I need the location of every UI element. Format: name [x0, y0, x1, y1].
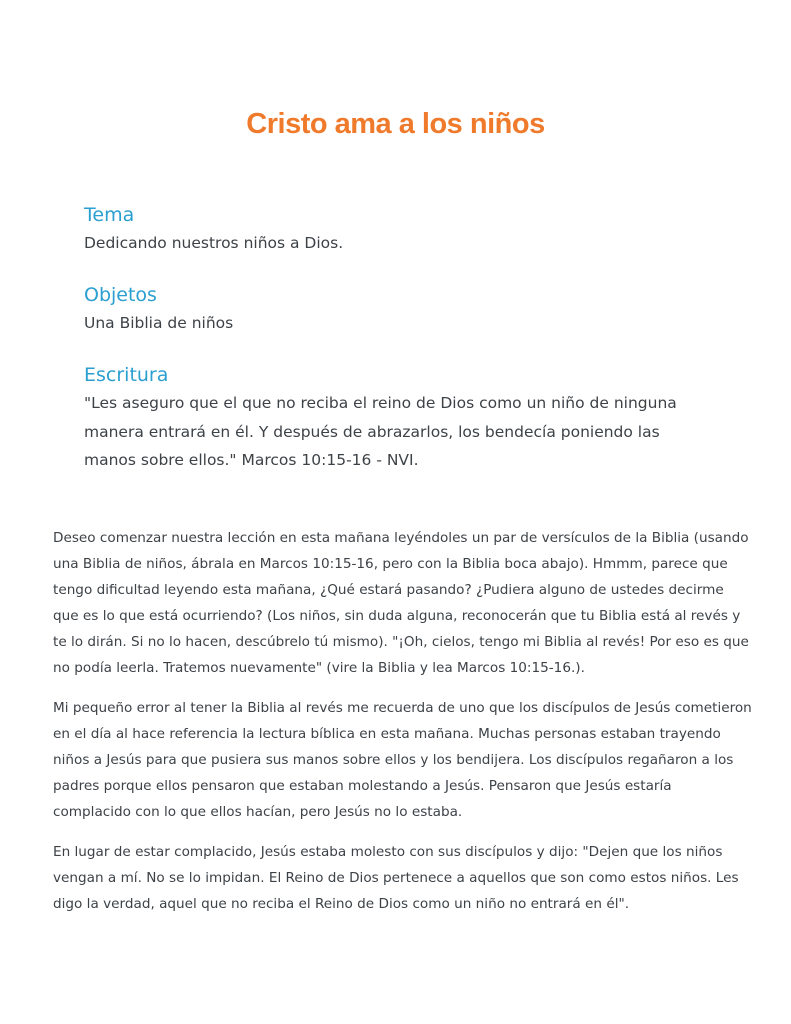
- section-objetos: [84, 281, 724, 338]
- lesson-body: [53, 525, 753, 931]
- body-paragraph-1: Deseo comenzar nuestra lección en esta mañana leyéndoles un par de versículos de la Biblia (usando una Biblia de niños, ábrala en Marcos 10:15-16, pero con la Biblia boca abajo). Hmmm, parece que tengo dificultad leyendo esta mañana, ¿Qué estará pasando? ¿Pudiera alguno de ustedes decirme que es lo que está ocurriendo? (Los niños, sin duda alguna, reconocerán que tu Biblia está al revés y te lo dirán. Si no lo hacen, descúbrelo tú mismo). "¡Oh, cielos, tengo mi Biblia al revés! Por eso es que no podía leerla. Tratemos nuevamente" (vire la Biblia y lea Marcos 10:15-16.).: [53, 530, 749, 676]
- page-title: Cristo ama a los niños: [246, 108, 545, 140]
- section-text-objetos: Una Biblia de niños: [84, 314, 234, 332]
- section-heading-escritura: Escritura: [84, 364, 169, 386]
- section-heading-objetos: Objetos: [84, 284, 157, 306]
- body-paragraph-3: En lugar de estar complacido, Jesús estaba molesto con sus discípulos y dijo: "Dejen que los niños vengan a mí. No se lo impidan. El Reino de Dios pertenece a aquellos que son como estos niños. Les digo la verdad, aquel que no reciba el Reino de Dios como un niño no entrará en él".: [53, 844, 739, 912]
- section-text-tema: Dedicando nuestros niños a Dios.: [84, 234, 344, 252]
- section-escritura: [84, 361, 724, 475]
- section-heading-tema: Tema: [84, 204, 135, 226]
- body-paragraph-2: Mi pequeño error al tener la Biblia al revés me recuerda de uno que los discípulos de Jesús cometieron en el día al hace referencia la lectura bíblica en esta mañana. Muchas personas estaban trayendo niños a Jesús para que pusiera sus manos sobre ellos y los bendijera. Los discípulos regañaron a los padres porque ellos pensaron que estaban molestando a Jesús. Pensaron que Jesús estaría complacido con lo que ellos hacían, pero Jesús no lo estaba.: [53, 700, 752, 820]
- section-text-escritura: "Les aseguro que el que no reciba el reino de Dios como un niño de ninguna manera entrará en él. Y después de abrazarlos, los bendecía poniendo las manos sobre ellos." Marcos 10:15-16 - NVI.: [84, 394, 677, 469]
- section-tema: [84, 201, 724, 258]
